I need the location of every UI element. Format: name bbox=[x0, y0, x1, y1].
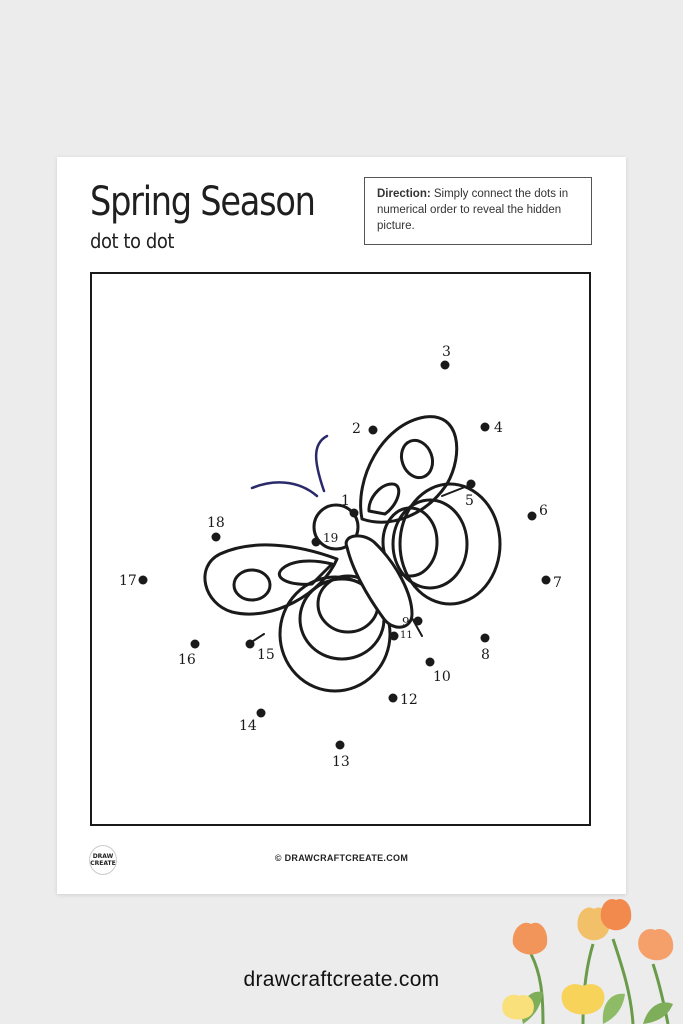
dot-label: 5 bbox=[465, 493, 474, 509]
direction-text: Simply connect the dots in numerical order to reveal the hidden picture. bbox=[377, 188, 569, 232]
dot-marker bbox=[481, 634, 490, 643]
direction-label: Direction: bbox=[377, 188, 431, 200]
dot-to-dot-puzzle bbox=[90, 272, 591, 826]
dot-label: 17 bbox=[119, 573, 137, 589]
dot-5 bbox=[465, 480, 476, 510]
dot-6 bbox=[528, 503, 549, 521]
dot-marker bbox=[441, 361, 450, 370]
dot-marker bbox=[390, 632, 399, 641]
dot-label: 8 bbox=[481, 647, 490, 663]
dot-marker bbox=[426, 658, 435, 667]
direction-box bbox=[364, 177, 592, 245]
dot-label: 1 bbox=[341, 493, 350, 509]
dot-label: 10 bbox=[433, 669, 451, 685]
dot-marker bbox=[481, 423, 490, 432]
butterfly-drawing bbox=[92, 274, 593, 828]
wing-inner-upper bbox=[369, 484, 399, 514]
dot-label: 18 bbox=[207, 515, 225, 531]
site-url: drawcraftcreate.com bbox=[243, 968, 440, 991]
logo-text-bottom: CREATE bbox=[90, 860, 116, 867]
wing-spot-upper bbox=[396, 436, 437, 482]
antenna-left bbox=[252, 482, 317, 496]
dot-3 bbox=[441, 344, 451, 370]
worksheet bbox=[57, 157, 626, 894]
dot-marker bbox=[257, 709, 266, 718]
dot-marker bbox=[369, 426, 378, 435]
logo-text-top: DRAW bbox=[92, 853, 114, 860]
dot-marker bbox=[336, 741, 345, 750]
dot-10 bbox=[426, 658, 451, 686]
dot-label: 15 bbox=[257, 647, 275, 663]
dot-marker bbox=[389, 694, 398, 703]
dot-marker bbox=[212, 533, 221, 542]
dot-label: 19 bbox=[323, 531, 339, 545]
dot-marker bbox=[139, 576, 148, 585]
dot-label: 4 bbox=[494, 420, 503, 436]
dot-marker bbox=[312, 538, 321, 547]
dot-marker bbox=[246, 640, 255, 649]
dot-8 bbox=[481, 634, 490, 664]
wing-spot-left bbox=[234, 570, 270, 600]
dot-13 bbox=[332, 741, 350, 771]
dot-marker bbox=[191, 640, 200, 649]
dot-label: 12 bbox=[400, 692, 418, 708]
dot-label: 14 bbox=[239, 718, 257, 734]
dot-7 bbox=[542, 575, 562, 591]
dot-17 bbox=[119, 573, 148, 589]
dot-label: 3 bbox=[442, 344, 451, 360]
dot-4 bbox=[481, 420, 504, 436]
dot-label: 9 bbox=[402, 615, 410, 629]
worksheet-subtitle: dot to dot bbox=[90, 229, 175, 253]
antenna-right bbox=[316, 436, 327, 491]
dot-label: 7 bbox=[553, 575, 562, 591]
copyright-text: © DRAWCRAFTCREATE.COM bbox=[274, 853, 409, 863]
worksheet-title: Spring Season bbox=[90, 179, 315, 225]
dot-marker bbox=[414, 617, 423, 626]
dot-marker bbox=[350, 509, 359, 518]
dot-marker bbox=[528, 512, 537, 521]
dot-11 bbox=[390, 630, 413, 641]
dot-label: 2 bbox=[352, 421, 361, 437]
dot-label: 13 bbox=[332, 754, 350, 770]
dot-18 bbox=[207, 515, 225, 542]
dot-14 bbox=[239, 709, 266, 735]
dot-label: 6 bbox=[539, 503, 548, 519]
dot-2 bbox=[352, 421, 378, 437]
dot-marker bbox=[542, 576, 551, 585]
dot-label: 11 bbox=[400, 630, 413, 641]
dot-15 bbox=[246, 640, 275, 664]
dot-12 bbox=[389, 692, 418, 708]
tulip-flowers-decoration bbox=[483, 894, 683, 1024]
dot-16 bbox=[178, 640, 200, 669]
dot-label: 16 bbox=[178, 652, 196, 668]
dot-marker bbox=[467, 480, 476, 489]
